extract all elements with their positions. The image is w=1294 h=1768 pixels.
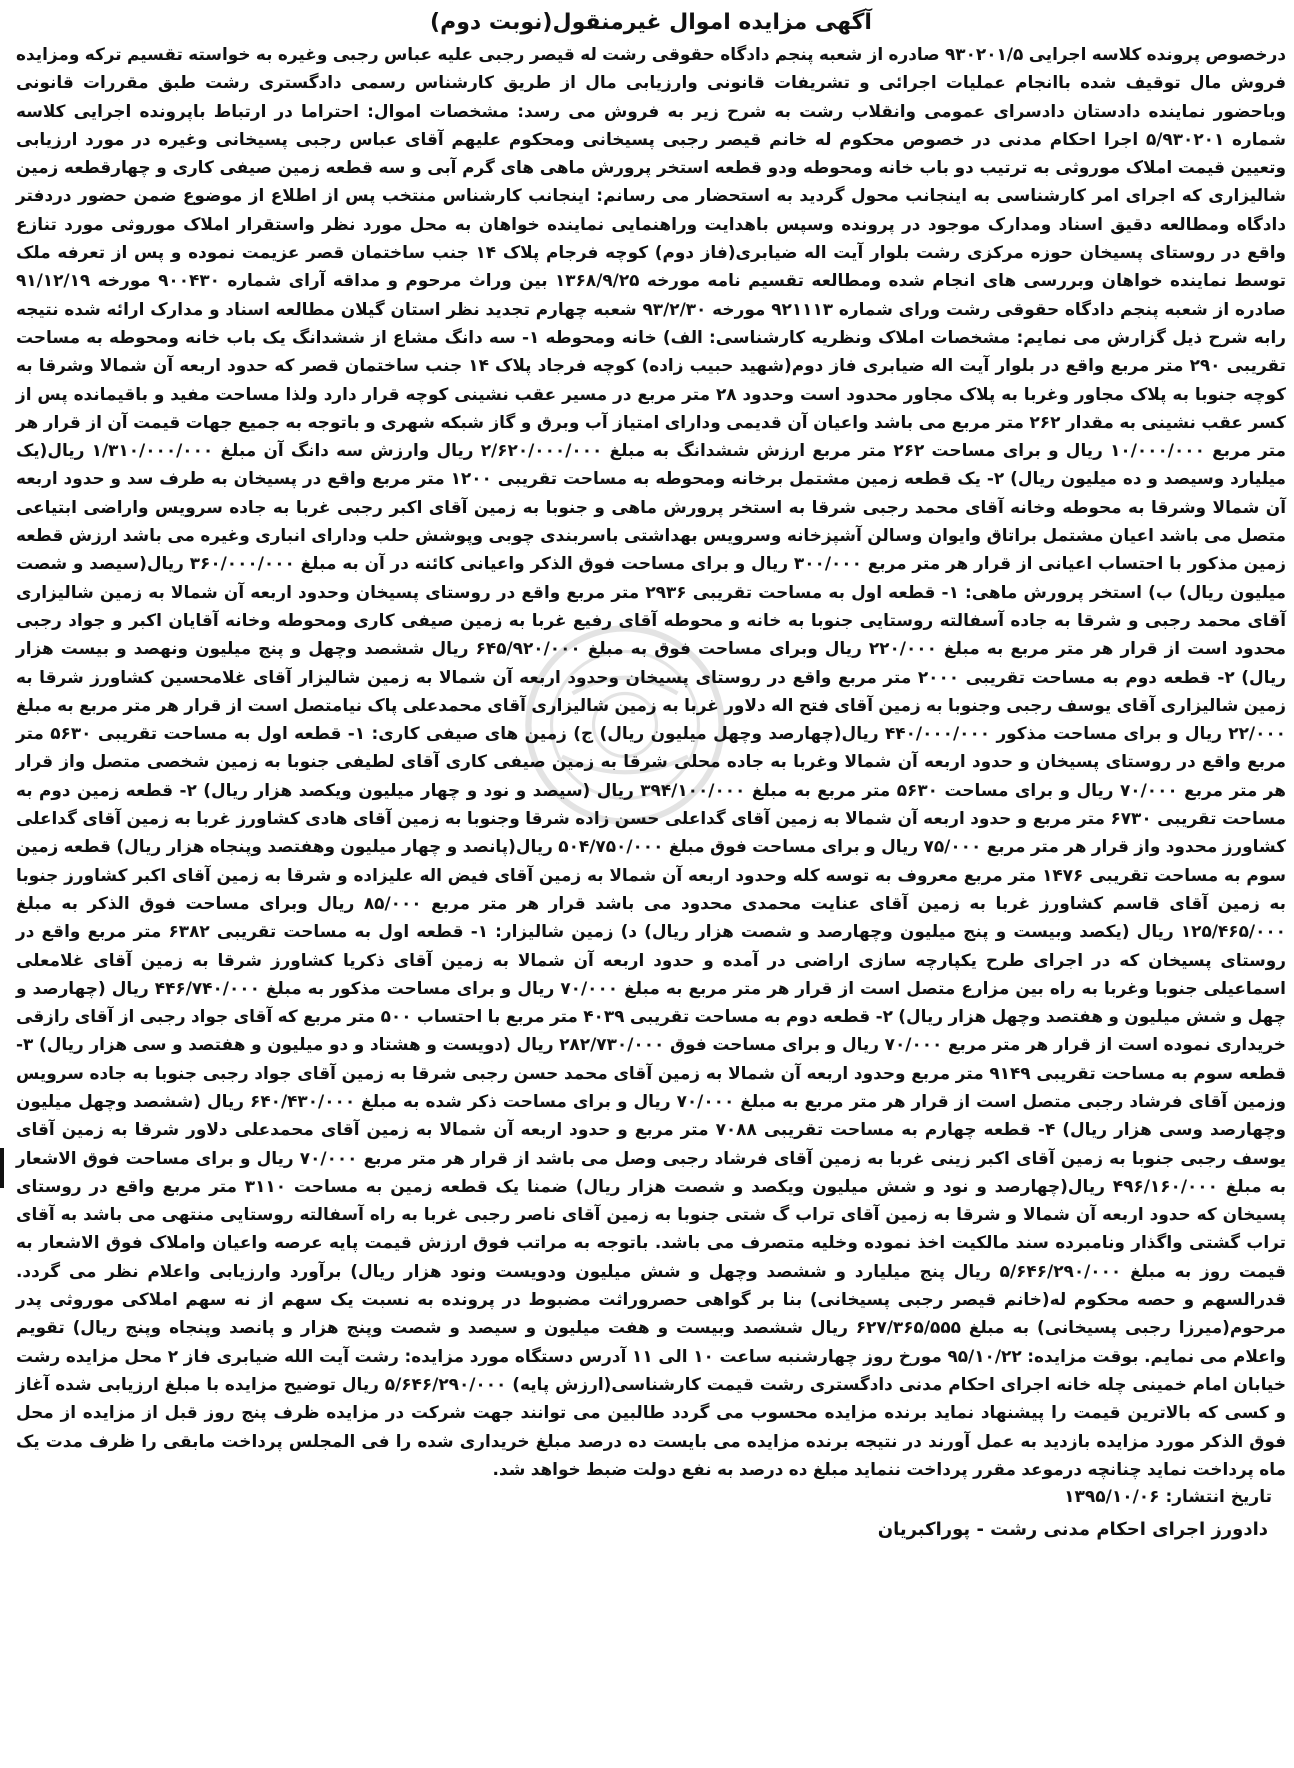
notice-title: آگهی مزایده اموال غیرمنقول(نوبت دوم) — [430, 10, 872, 35]
auction-notice — [16, 8, 1286, 1545]
signature-line: دادورز اجرای احکام مدنی رشت - پوراکبریان — [877, 1519, 1268, 1541]
column-divider-mark — [0, 1148, 4, 1188]
notice-body: درخصوص پرونده کلاسه اجرایی ۹۳۰۲۰۱/۵ صادره از شعبه پنجم دادگاه حقوقی رشت له قیصر رجبی علیه عباس رجبی وغیره به خواسته تقسیم ترکه ومزایده فروش مال توقیف شده باانجام عملیات اجرائی و تشریفات قانونی وارزیابی مال از طریق کارشناس رسمی دادگستری رشت طبق مقررات قانونی وباحضور نماینده دادستان دادسرای عمومی وانقلاب رشت به شرح زیر به فروش می رسد: مشخصات اموال: احتراما در ارتباط باپرونده اجرایی کلاسه شماره ۵/۹۳۰۲۰۱ اجرا احکام مدنی در خصوص محکوم له خانم قیصر رجبی پسیخانی ومحکوم علیهم آقای عباس رجبی پسیخانی وغیره در مورد ارزیابی وتعیین قیمت املاک موروثی به ترتیب دو باب خانه ومحوطه ودو قطعه استخر پرورش ماهی های گرم آبی و سه قطعه زمین صیفی کاری و چهارقطعه زمین شالیزاری که اجرای امر کارشناسی به اینجانب محول گردید به استحضار می رسانم: اینجانب کارشناس منتخب پس از اطلاع از موضوع ضمن حضور دردفتر دادگاه ومطالعه دقیق اسناد ومدارک موجود در پرونده وسپس باهدایت وراهنمایی نماینده خواهان به محل مورد نظر واستقرار املاک موروثی مورد تنازع واقع در روستای پسیخان حوزه مرکزی رشت بلوار آیت اله ضیابری(فاز دوم) کوچه فرجام پلاک ۱۴ جنب ساختمان قصر عزیمت نموده و پس از تعرفه ملک توسط نماینده خواهان وبررسی های انجام شده ومطالعه تقسیم نامه مورخه ۱۳۶۸/۹/۲۵ بین وراث مرحوم و مداقه آرای شماره ۹۰۰۴۳۰ مورخه ۹۱/۱۲/۱۹ صادره از شعبه پنجم دادگاه حقوقی رشت ورای شماره ۹۲۱۱۱۳ مورخه ۹۳/۲/۳۰ شعبه چهارم تجدید نظر استان گیلان مطالعه اسناد و مدارک ارائه شده نتیجه رابه شرح ذیل گزارش می نمایم: مشخصات املاک ونظریه کارشناسی: الف) خانه ومحوطه ۱- سه دانگ مشاع از ششدانگ یک باب خانه ومحوطه به مساحت تقریبی ۲۹۰ متر مربع واقع در بلوار آیت اله ضیابری فاز دوم(شهید حبیب زاده) کوچه فرجاد پلاک ۱۴ جنب ساختمان قصر که حدود اربعه آن شمالا وشرقا به کوچه جنوبا به پلاک مجاور وغربا به پلاک مجاور محدود است وحدود ۲۸ متر مربع در مسیر عقب نشینی کوچه قرار دارد ولذا مساحت مفید و باقیمانده پس از کسر عقب نشینی به مقدار ۲۶۲ متر مربع می باشد واعیان آن قدیمی ودارای امتیاز آب وبرق و گاز شبکه شهری و باتوجه به جمیع جهات قیمت آن از قرار هر متر مربع ۱۰/۰۰۰/۰۰۰ ریال و برای مساحت ۲۶۲ متر مربع ارزش ششدانگ به مبلغ ۲/۶۲۰/۰۰۰/۰۰۰ ریال وارزش سه دانگ آن مبلغ ۱/۳۱۰/۰۰۰/۰۰۰ ریال(یک میلیارد وسیصد و ده میلیون ریال) ۲- یک قطعه زمین مشتمل برخانه ومحوطه به مساحت تقریبی ۱۲۰۰ متر مربع واقع در پسیخان به طرف سد و حدود اربعه آن شمالا وشرقا به محوطه وخانه آقای محمد رجبی شرقا به استخر پرورش ماهی و جنوبا به زمین آقای اکبر رجبی غربا به جاده سرویس واراضی ابتیاعی متصل می باشد اعیان مشتمل براتاق وایوان وسالن آشپزخانه وسرویس بهداشتی باسربندی چوبی وپوشش حلب ودارای انباری وغیره می باشد ارزش قطعه زمین مذکور با احتساب اعیانی از قرار هر متر مربع ۳۰۰/۰۰۰ ریال و برای مساحت فوق الذکر واعیانی کائنه در آن به مبلغ ۳۶۰/۰۰۰/۰۰۰ ریال(سیصد و شصت میلیون ریال) ب) استخر پرورش ماهی: ۱- قطعه اول به مساحت تقریبی ۲۹۳۶ متر مربع واقع در روستای پسیخان وحدود اربعه آن شمالا به زمین شالیزاری آقای محمد رجبی و شرقا به جاده آسفالته روستایی جنوبا به خانه و محوطه آقای رفیع غربا به زمین صیفی کاری ومحوطه وخانه آقایان اکبر و جواد رجبی محدود است از قرار هر متر مربع به مبلغ ۲۲۰/۰۰۰ ریال وبرای مساحت فوق به مبلغ ۶۴۵/۹۲۰/۰۰۰ ریال ششصد وچهل و پنج میلیون ونهصد و بیست هزار ریال) ۲- قطعه دوم به مساحت تقریبی ۲۰۰۰ متر مربع واقع در روستای پسیخان وحدود اربعه آن شمالا به زمین شالیزار آقای غلامحسین کشاورز شرقا به زمین شالیزاری آقای یوسف رجبی وجنوبا به زمین آقای فتح اله دلاور غربا به زمین شالیزاری آقای محمدعلی پاک نیامتصل است از قرار هر متر مربع به مبلغ ۲۲/۰۰۰ ریال و برای مساحت مذکور ۴۴۰/۰۰۰/۰۰۰ ریال(چهارصد وچهل میلیون ریال) ج) زمین های صیفی کاری: ۱- قطعه اول به مساحت تقریبی ۵۶۳۰ متر مربع واقع در روستای پسیخان و حدود اربعه آن شمالا وغربا به جاده محلی شرقا به زمین صیفی کاری آقای لطیفی جنوبا به زمین شخصی متصل واز قرار هر متر مربع ۷۰/۰۰۰ ریال و برای مساحت ۵۶۳۰ متر مربع به مبلغ ۳۹۴/۱۰۰/۰۰۰ ریال (سیصد و نود و چهار میلیون ویکصد هزار ریال) ۲- قطعه زمین دوم به مساحت تقریبی ۶۷۳۰ متر مربع و حدود اربعه آن شمالا به زمین آقای گداعلی حسن زاده شرقا وجنوبا به زمین آقای هادی کشاورز غربا به زمین آقای گداعلی کشاورز محدود واز قرار هر متر مربع ۷۵/۰۰۰ ریال و برای مساحت فوق مبلغ ۵۰۴/۷۵۰/۰۰۰ ریال(پانصد و چهار میلیون وهفتصد وپنجاه هزار ریال) قطعه زمین سوم به مساحت تقریبی ۱۴۷۶ متر مربع معروف به توسه کله وحدود اربعه آن شمالا به زمین آقای فیض اله علیزاده و شرقا به زمین آقای اکبر کشاورز جنوبا به زمین آقای قاسم کشاورز غربا به زمین آقای عنایت محمدی محدود می باشد قرار هر متر مربع ۸۵/۰۰۰ ریال وبرای مساحت فوق الذکر به مبلغ ۱۲۵/۴۶۵/۰۰۰ ریال (یکصد وبیست و پنج میلیون وچهارصد و شصت هزار ریال) د) زمین شالیزار: ۱- قطعه اول به مساحت تقریبی ۶۳۸۲ متر مربع واقع در روستای پسیخان که در اجرای طرح یکپارچه سازی اراضی در آمده و حدود اربعه آن شمالا به زمین آقای ذکریا کشاورز شرقا به زمین آقای غلامعلی اسماعیلی جنوبا وغربا به راه بین مزارع متصل است از قرار هر متر مربع به مبلغ ۷۰/۰۰۰ ریال و برای مساحت مذکور به مبلغ ۴۴۶/۷۴۰/۰۰۰ ریال (چهارصد و چهل و شش میلیون و هفتصد وچهل هزار ریال) ۲- قطعه دوم به مساحت تقریبی ۴۰۳۹ متر مربع با احتساب ۵۰۰ متر مربع که آقای جواد رجبی از آقای رازقی خریداری نموده است از قرار هر متر مربع ۷۰/۰۰۰ ریال و برای مساحت فوق ۲۸۲/۷۳۰/۰۰۰ ریال (دویست و هشتاد و دو میلیون و هفتصد و سی هزار ریال) ۳- قطعه سوم به مساحت تقریبی ۹۱۴۹ متر مربع وحدود اربعه آن شمالا به زمین آقای محمد حسن رجبی شرقا به زمین آقای جواد رجبی جنوبا به جاده سرویس وزمین آقای فرشاد رجبی متصل است از قرار هر متر مربع به مبلغ ۷۰/۰۰۰ ریال و برای مساحت ذکر شده به مبلغ ۶۴۰/۴۳۰/۰۰۰ ریال (ششصد وچهل میلیون وچهارصد وسی هزار ریال) ۴- قطعه چهارم به مساحت تقریبی ۷۰۸۸ متر مربع و حدود اربعه آن شمالا به زمین آقای محمدعلی دلاور شرقا به زمین آقای یوسف رجبی جنوبا به زمین آقای اکبر زینی غربا به زمین آقای فرشاد رجبی وصل می باشد از قرار هر متر مربع ۷۰/۰۰۰ ریال و برای مساحت فوق الاشعار به مبلغ ۴۹۶/۱۶۰/۰۰۰ ریال(چهارصد و نود و شش میلیون ویکصد و شصت هزار ریال) ضمنا یک قطعه زمین به مساحت ۳۱۱۰ متر مربع واقع در روستای پسیخان که حدود اربعه آن شمالا و شرقا به زمین آقای تراب گ شتی جنوبا به زمین آقای ناصر رجبی غربا به راه آسفالته روستایی منتهی می باشد به آقای تراب گشتی واگذار ونامبرده سند مالکیت اخذ نموده وخلیه متصرف می باشد. باتوجه به مراتب فوق ارزش قیمت پایه عرصه واعیان واملاک فوق الاشعار به قیمت روز به مبلغ ۵/۶۴۶/۲۹۰/۰۰۰ ریال پنج میلیارد و ششصد وچهل و شش میلیون ودویست ونود هزار ریال) برآورد وارزیابی واعلام نظر می گردد. قدرالسهم و حصه محکوم له(خانم قیصر رجبی پسیخانی) بنا بر گواهی حصروراثت مضبوط در پرونده به نسبت یک سهم از نه سهم املاکی موروثی پدر مرحوم(میرزا رجبی پسیخانی) به مبلغ ۶۲۷/۳۶۵/۵۵۵ ریال ششصد وبیست و هفت میلیون و سیصد و شصت وپنج هزار و پانصد وپنجاه وپنج ریال) تقویم واعلام می نمایم. بوقت مزایده: ۹۵/۱۰/۲۲ مورخ روز چهارشنبه ساعت ۱۰ الی ۱۱ آدرس دستگاه مورد مزایده: رشت آیت الله ضیابری فاز ۲ محل مزایده رشت خیابان امام خمینی چله خانه اجرای احکام مدنی دادگستری رشت قیمت کارشناسی(ارزش پایه) ۵/۶۴۶/۲۹۰/۰۰۰ ریال توضیح مزایده با مبلغ ارزیابی شده آغاز و کسی که بالاترین قیمت را پیشنهاد نماید برنده مزایده محسوب می گردد طالبین می توانند جهت شرکت در مزایده ظرف پنج روز قبل از مزایده از محل فوق الذکر مورد مزایده بازدید به عمل آورند در نتیجه برنده مزایده می بایست ده درصد مبلغ خریداری شده را فی المجلس پرداخت مابقی را ظرف مدت یک ماه پرداخت نماید چنانچه درموعد مقرر پرداخت ننماید مبلغ ده درصد به نفع دولت ضبط خواهد شد. — [16, 44, 1287, 1479]
publish-date: تاریخ انتشار: ۱۳۹۵/۱۰/۰۶ — [1064, 1487, 1272, 1508]
